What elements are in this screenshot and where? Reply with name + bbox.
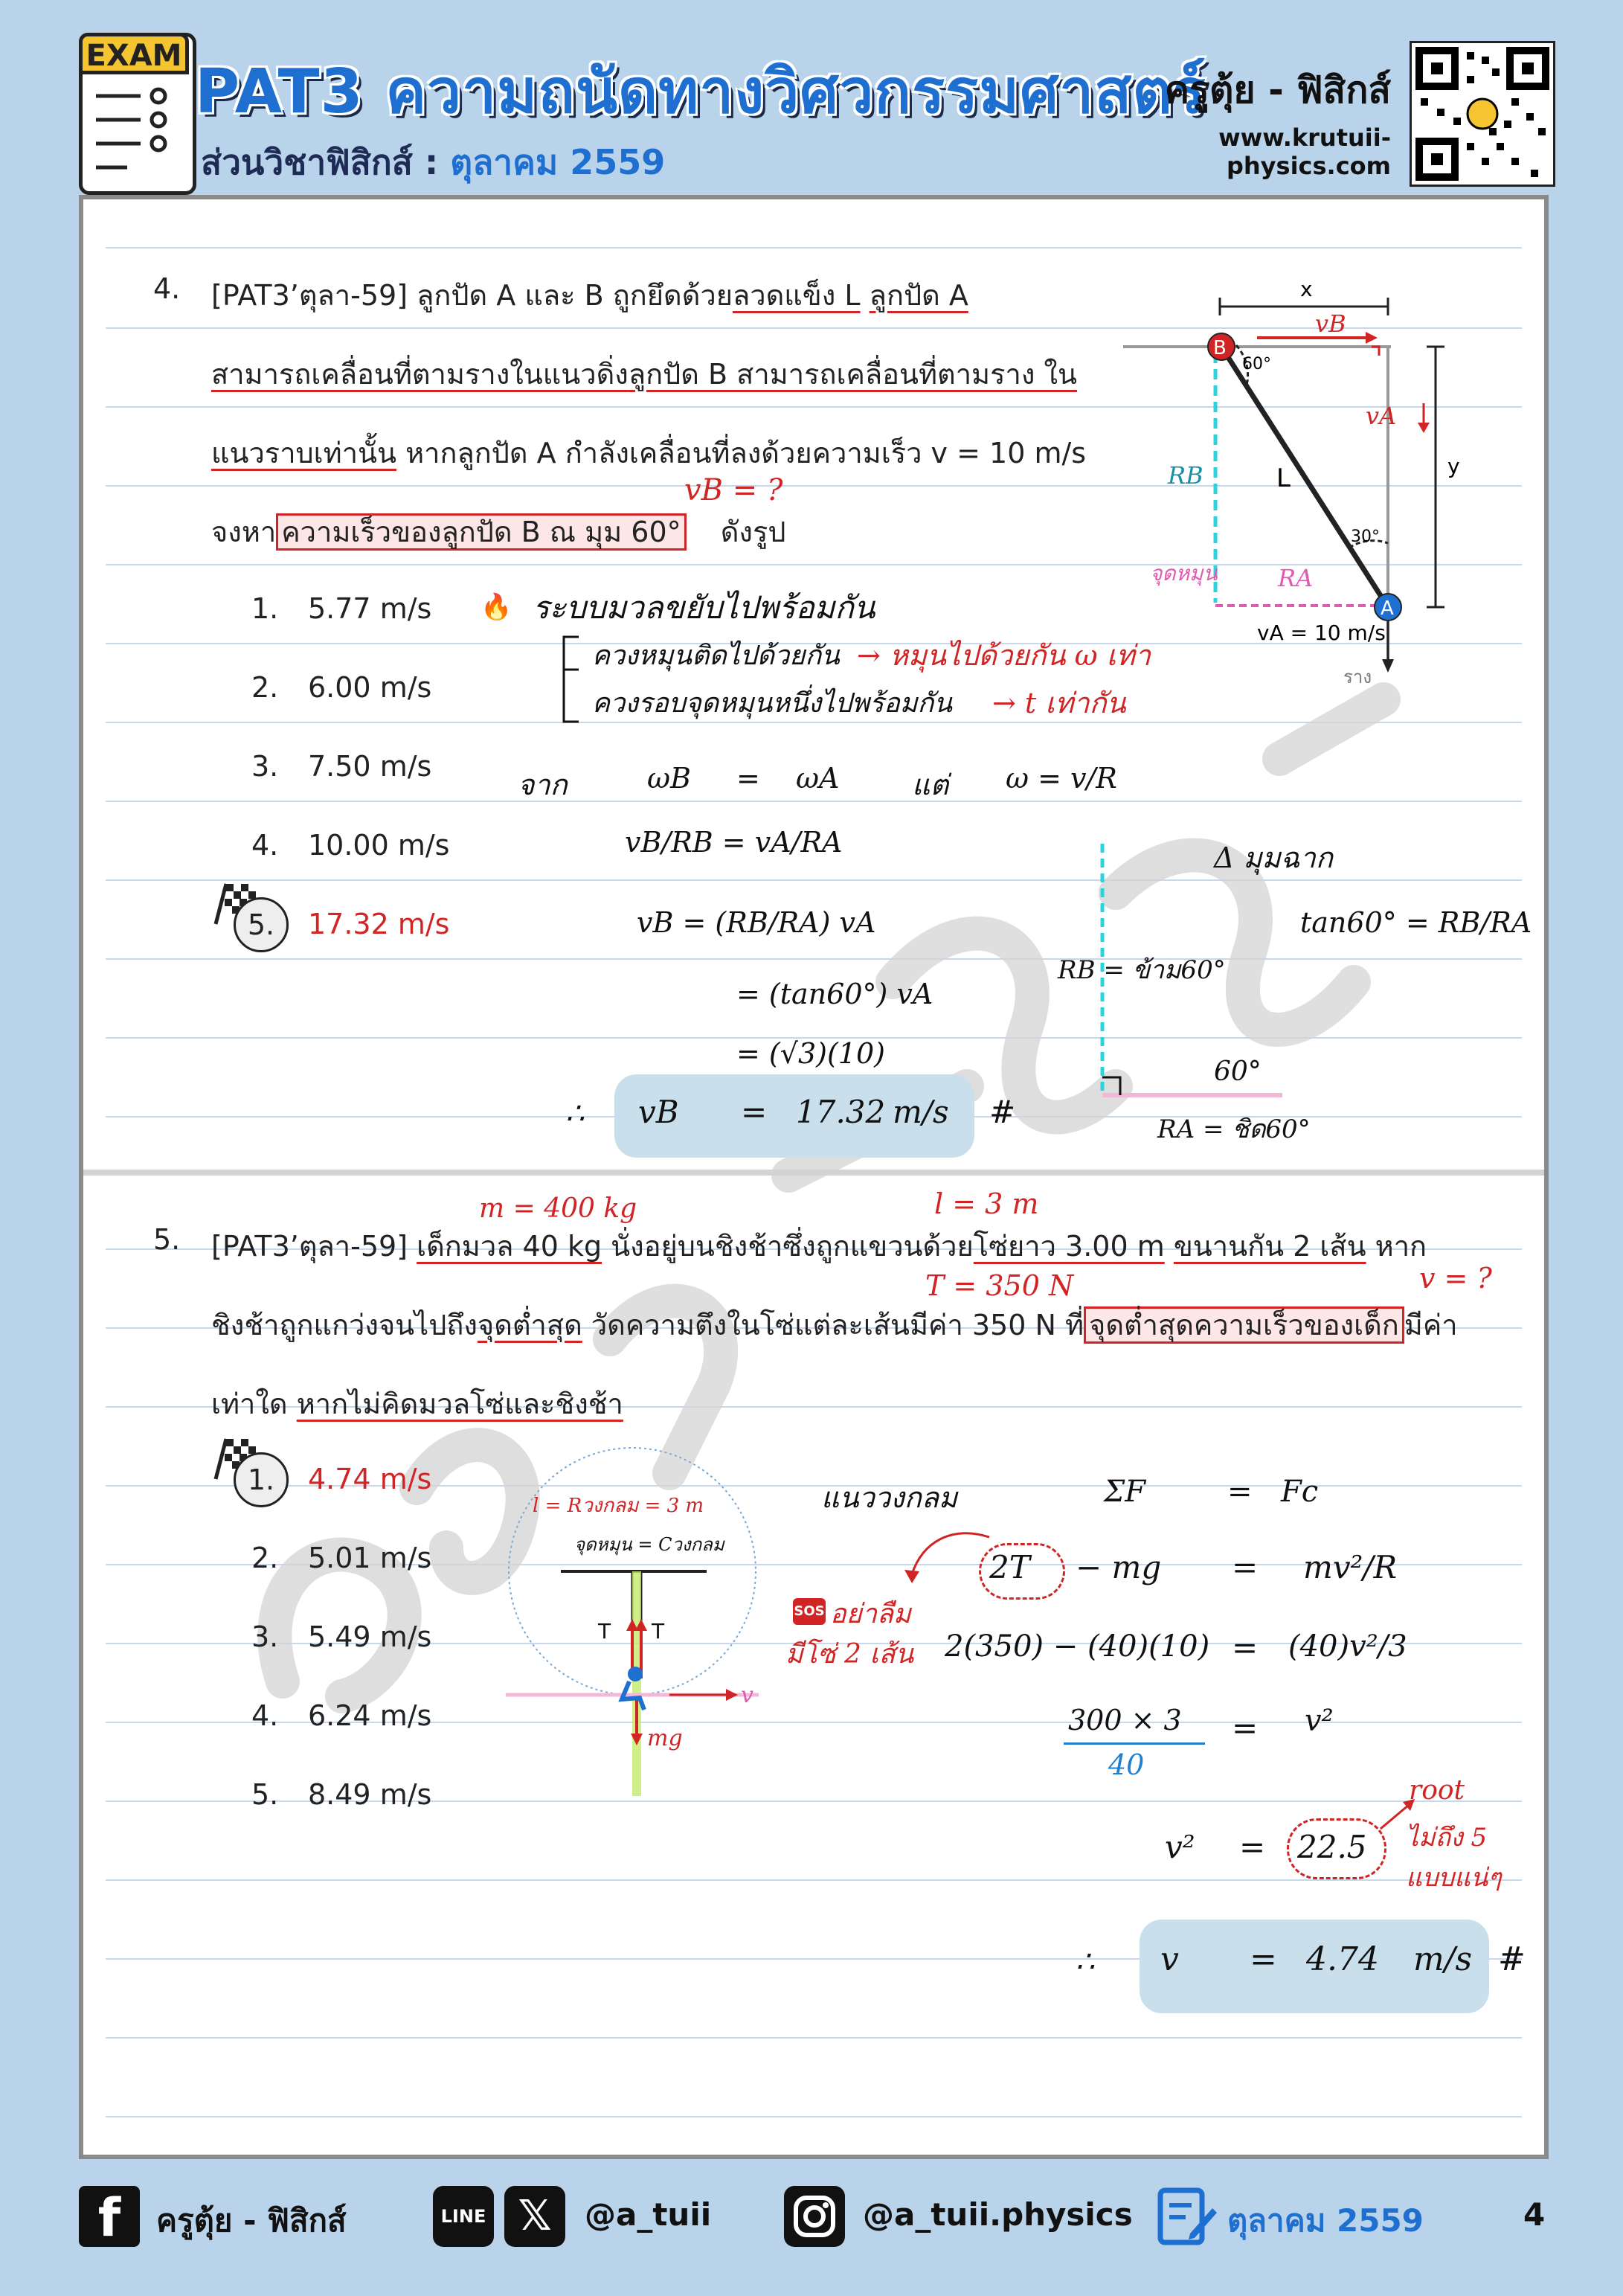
q5-ans-hash: # [1498,1940,1526,1978]
q5-line-2e: มีค่า [1404,1309,1458,1341]
q5-ans-value: 4.74 [1306,1940,1379,1978]
q5-note-forget: อย่าลืม [830,1599,911,1629]
q5-eq3-equals: = [1232,1710,1259,1746]
q5-line-1 [211,1223,1427,1269]
q4-choice-2[interactable]: 6.00 m/s [308,671,432,704]
q4-bead-figure [1116,275,1503,692]
q4-line-1a: [PAT3’ตุลา-59] ลูกปัด A และ B ถูกยึดด้วย [211,279,733,312]
q4-ans-unit: m/s [893,1094,949,1130]
q4-note-vb-unknown: vB = ? [684,473,783,507]
q4-line-2 [211,351,1077,397]
q5-eq3-rhs: v² [1305,1704,1334,1738]
fig-weight: mg [647,1725,683,1751]
q4-ans-vb: vB [638,1094,679,1130]
fig-rb-note: RB [1168,461,1203,490]
fig-y-label: y [1447,454,1460,478]
q5-choice-2-num: 2. [251,1542,279,1574]
q5-line-3a: เท่าใด [211,1388,297,1420]
q4-line-2b: ลูกปัด B สามารถเคลื่อนที่ตามราง ใน [628,358,1078,391]
q4-note-b2-result-text: t เท่ากัน [1024,687,1126,719]
q4-triangle-angle: 60° [1214,1056,1262,1087]
q4-work-from: จาก [518,769,568,801]
q5-work-direction: แนววงกลม [821,1481,958,1514]
q4-line-4a: จงหา [211,516,277,548]
q4-work-wb: ωB [647,762,691,795]
fig-ra-note: RA [1278,564,1314,592]
q4-line-4 [211,509,786,554]
q4-note-system: ระบบมวลขยับไปพร้อมกัน [533,589,875,626]
q5-eq4-v2: v² [1165,1829,1195,1865]
q5-swing-figure [491,1433,788,1805]
q4-line-1 [211,272,968,318]
q4-choice-4-num: 4. [251,829,279,862]
q5-question-box: จุดต่ำสุดความเร็วของเด็ก [1084,1306,1404,1344]
q5-eq1-mg: − mg [1076,1549,1162,1585]
edit-document-icon [1156,2186,1217,2247]
q4-right-triangle-label: Δ มุมฉาก [1214,841,1333,874]
q5-note-length: l = 3 m [934,1187,1039,1220]
q4-line-1c [861,279,870,312]
fig-pivot-note: จุดหมุน [1150,561,1218,586]
q4-choice-2-num: 2. [251,671,279,704]
q5-note-v: v = ? [1419,1262,1492,1295]
q5-eq2-rhs: (40)v²/3 [1288,1629,1407,1664]
fig-a-label: A [1381,597,1394,620]
q5-correct-circle: 1. [234,1452,289,1507]
fig-va-note: vA [1366,402,1397,430]
x-twitter-icon[interactable]: 𝕏 [504,2186,565,2247]
website-url[interactable]: www.krutuii-physics.com [1218,124,1391,180]
q5-eq1-equals: = [1232,1549,1259,1585]
fig-tension-right: T [652,1619,665,1644]
qr-code-icon[interactable] [1412,43,1553,185]
q5-line-3 [211,1381,623,1426]
fig-tension-left: T [598,1619,611,1644]
subtitle [201,135,665,190]
q4-choice-3[interactable]: 7.50 m/s [308,750,432,783]
q5-child-mass: เด็กมวล 40 kg [417,1230,602,1263]
footer-instagram-handle[interactable]: @a_tuii.physics [863,2196,1133,2233]
fig-vb-note: vB [1315,310,1346,338]
q4-work-sub: = (√3)(10) [736,1037,885,1070]
fig-angle-30: 30° [1351,527,1380,546]
q4-choice-1[interactable]: 5.77 m/s [308,592,432,625]
q5-note-sure: แบบแน่ๆ [1406,1863,1502,1893]
q4-work-omega: ω = v/R [1006,762,1117,795]
brand-name: ครูตุ้ย - ฟิสิกส์ [1164,68,1391,112]
q4-choice-4[interactable]: 10.00 m/s [308,829,450,862]
fig-velocity: v [741,1682,753,1708]
page-number: 4 [1523,2196,1546,2233]
q4-rigid-rod: ลวดแข็ง L [733,279,861,312]
exam-badge: EXAM [79,33,189,74]
q4-line-3b: หากลูกปัด A กำลังเคลื่อนที่ลงด้วยความเร็ว v = 10 m/s [396,437,1087,469]
facebook-icon[interactable]: f [79,2186,140,2247]
q4-note-b1-result-text: หมุนไปด้วยกัน ω เท่า [889,639,1151,672]
q5-eq3-den: 40 [1108,1748,1145,1781]
q4-choice-3-num: 3. [251,750,279,783]
q5-line-1a: [PAT3’ตุลา-59] [211,1230,417,1263]
instagram-icon[interactable] [784,2186,845,2247]
q4-ans-value: 17.32 [796,1094,886,1130]
q5-work-eq: = [1227,1475,1253,1509]
q5-note-tension: T = 350 N [925,1269,1074,1302]
q5-note-root: root [1409,1775,1465,1806]
fig-center-note: จุดหมุน = Cวงกลม [574,1534,724,1555]
q4-line-3 [211,430,1086,475]
q5-choice-2[interactable]: 5.01 m/s [308,1542,432,1574]
bracket-mark [556,634,586,726]
q4-work-tan: = (tan60°) vA [736,978,933,1010]
line-app-icon[interactable]: LINE [433,2186,494,2247]
q4-tan-relation: tan60° = RB/RA [1300,906,1532,939]
q5-eq1-2t: 2T [989,1549,1030,1585]
q4-work-wa: ωA [796,762,840,795]
q4-note-b2-result: → t เท่ากัน [992,687,1126,719]
q5-note-mass: m = 400 kg [479,1193,637,1224]
q5-eq3-num [1068,1704,1182,1737]
q4-question-box: ความเร็วของลูกปัด B ณ มุม 60° [276,513,686,551]
q5-eq2-lhs: 2(350) − (40)(10) [945,1629,1210,1664]
q4-work-eq1: = [736,762,760,795]
q5-note-chains: มีโซ่ 2 เส้น [785,1639,914,1670]
q5-choice-3-num: 3. [251,1620,279,1653]
q4-note-b1-result: → หมุนไปด้วยกัน ω เท่า [857,639,1151,672]
q5-eq2-equals: = [1232,1629,1259,1666]
subtitle-prefix: ส่วนวิชาฟิสิกส์ : [201,142,439,182]
q4-line-2a: สามารถเคลื่อนที่ตามรางในแนวดิ่ง [211,358,629,391]
q5-line-1e [1165,1230,1174,1263]
q5-choice-1-correct[interactable]: 4.74 m/s [308,1463,432,1495]
q5-line-1g: หาก [1366,1230,1427,1263]
footer-facebook-name[interactable]: ครูตุ้ย - ฟิสิกส์ [156,2202,347,2239]
q5-eq3-fraction-bar [1064,1742,1205,1745]
q4-line-3a: แนวราบเท่านั้น [211,437,397,469]
q4-choice-5-correct[interactable]: 17.32 m/s [308,908,450,940]
q5-line-2c: วัดความตึงในโซ่แต่ละเส้นมีค่า 350 N ที่ [582,1309,1084,1341]
q4-work-ratio: vB/RB = vA/RA [625,826,843,859]
q4-bead-a: ลูกปัด A [869,279,968,312]
q5-ans-unit: m/s [1413,1940,1473,1978]
fig-va-label: vA = 10 m/s [1257,621,1386,645]
q5-two-chains: ขนานกัน 2 เส้น [1173,1230,1366,1263]
q4-note-b1: ควงหมุนติดไปด้วยกัน [592,641,840,671]
fig-x-label: x [1300,277,1313,301]
fig-angle-60: 60° [1242,355,1271,373]
q5-work-fc: Fc [1281,1475,1319,1509]
footer-date: ตุลาคม 2559 [1227,2202,1424,2239]
q4-ans-hash: # [989,1094,1016,1130]
q5-lowest-point: จุดต่ำสุด [477,1309,582,1341]
q5-note-not5: ไม่ถึง 5 [1406,1823,1488,1853]
q5-choice-5[interactable]: 8.49 m/s [308,1778,432,1811]
q5-choice-4[interactable]: 6.24 m/s [308,1699,432,1732]
q4-line-4c: ดังรูป [720,516,786,548]
q5-ignore-mass: หากไม่คิดมวลโซ่และชิงช้า [296,1388,623,1420]
q4-number: 4. [153,272,181,305]
q4-ans-eq: = [741,1094,768,1130]
page-title: PAT3 ความถนัดทางวิศวกรรมศาสตร์ [195,57,1206,127]
q5-chain-length: โซ่ยาว 3.00 m [973,1230,1165,1263]
q5-work-sumf: ΣF [1104,1475,1146,1509]
q5-number: 5. [153,1223,181,1256]
footer-line-x-handle[interactable]: @a_tuii [585,2196,712,2233]
q4-ra-side: RA = ชิด60° [1157,1115,1311,1144]
q5-ans-therefore: ∴ [1076,1945,1095,1979]
q5-line-2a: ชิงช้าถูกแกว่งจนไปถึง [211,1309,478,1341]
q5-ans-eq: = [1250,1940,1277,1978]
q5-eq1-rhs: mv²/R [1303,1549,1398,1585]
subtitle-date: ตุลาคม 2559 [450,142,666,182]
q5-choice-3[interactable]: 5.49 m/s [308,1620,432,1653]
q4-correct-circle: 5. [234,897,289,952]
sos-icon: SOS [793,1598,826,1625]
q5-eq3-num-text: 300 × 3 [1068,1704,1182,1737]
q5-choice-5-num: 5. [251,1778,279,1811]
q4-note-b2: ควงรอบจุดหมุนหนึ่งไปพร้อมกัน [592,688,952,719]
q4-work-vb-eq: vB = (RB/RA) vA [637,906,876,939]
fire-icon: 🔥 [481,592,512,622]
q4-rb-side: RB = ข้าม60° [1058,955,1226,985]
fig-radius-note: l = Rวงกลม = 3 m [533,1495,704,1517]
q5-eq4-equals: = [1239,1829,1266,1865]
fig-rail-label: ราง [1343,667,1372,687]
q5-line-1c: นั่งอยู่บนชิงช้าซึ่งถูกแขวนด้วย [602,1230,974,1263]
q5-ans-v: v [1160,1940,1179,1978]
q5-eq4-value: 22.5 [1297,1829,1367,1865]
q4-ans-therefore: ∴ [565,1097,585,1131]
q5-choice-4-num: 4. [251,1699,279,1732]
q5-line-2 [211,1302,1458,1347]
fig-l-label: L [1276,464,1291,493]
q4-work-but: แต่ [912,769,949,801]
q4-choice-1-num: 1. [251,592,279,625]
fig-b-label: B [1213,337,1227,359]
